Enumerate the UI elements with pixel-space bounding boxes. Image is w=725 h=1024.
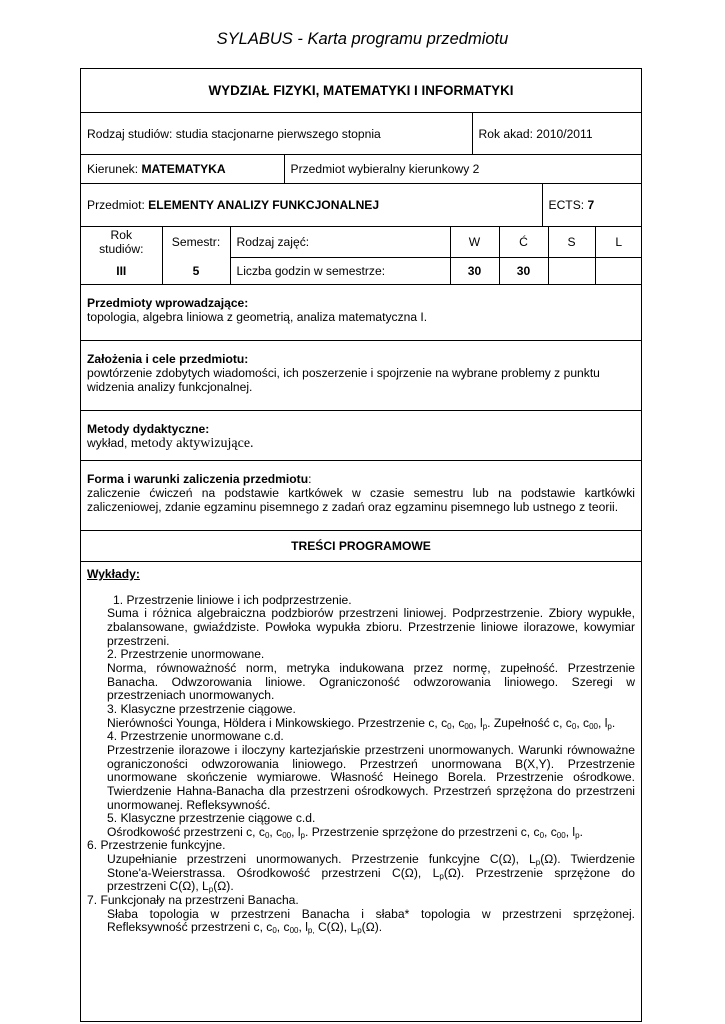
lecture-item-4-title: 4. Przestrzenie unormowane c.d. xyxy=(107,729,284,744)
hours-c: 30 xyxy=(499,257,548,284)
assessment-section xyxy=(81,461,642,531)
field-value: MATEMATYKA xyxy=(141,162,226,176)
col-c: Ć xyxy=(499,227,548,257)
document-title: SYLABUS - Karta programu przedmiotu xyxy=(216,30,509,48)
assessment-colon: : xyxy=(308,472,312,486)
lecture-item-7-title: 7. Funkcjonały na przestrzeni Banacha. xyxy=(87,893,299,908)
methods-section xyxy=(81,411,642,461)
methods-text xyxy=(87,437,635,451)
lecture-item-5-text: Ośrodkowość przestrzeni c, $c_0$, $c_{00}$, $l_p$. Przestrzenie sprzężone do przestrzeni c, $c_0$, $c_{00}$, $l_p$. xyxy=(107,824,583,840)
academic-year: Rok akad: 2010/2011 xyxy=(472,113,642,154)
hours-w: 30 xyxy=(450,257,499,284)
course-value: ELEMENTY ANALIZY FUNKCJONALNEJ xyxy=(148,198,380,212)
assessment-text: zaliczenie ćwiczeń na podstawie kartkówek w czasie semestru lub na podstawie kartkówki zaliczeniowej, zdanie egzaminu pisemnego z zadań oraz egzaminu pisemnego lub ustnego z teorii. xyxy=(87,485,635,514)
lecture-item-6-text: Uzupełnianie przestrzeni unormowanych. Przestrzenie funkcyjne C(Ω), $L_p(\Omega)$. Twierdzenie Stone'a-Weierstrassa. Ośrodkowość przestrzeni C(Ω), $L_p(\Omega)$. Przestrzenie sprzężone do przestrzeni C(Ω), $L_p(\Omega)$. xyxy=(107,852,635,895)
semester-value: 5 xyxy=(162,257,230,284)
goals-title: Założenia i cele przedmiotu: xyxy=(87,352,249,366)
lecture-item-1-title: 1. Przestrzenie liniowe i ich podprzestrzenie. xyxy=(113,592,352,607)
course-name xyxy=(81,184,542,226)
goals-section xyxy=(81,341,642,411)
lecture-item-7-text: Słaba topologia w przestrzeni Banacha i słaba* topologia w przestrzeni sprzężonej. Refleksywność przestrzeni c, $c_0$, $c_{00}$, $l_{p,}$ C(Ω), $L_p(\Omega)$. xyxy=(107,906,635,936)
prerequisites-section xyxy=(81,285,642,341)
lecture-item-2-text: Norma, równoważność norm, metryka indukowana przez normę, zupełność. Przestrzenie Banacha. Odwzorowania liniowe. Ograniczoność odwzorowania liniowego. Szeregi w przestrzeniach unormowanych. xyxy=(107,660,635,703)
semester-label: Semestr: xyxy=(162,227,230,257)
ects xyxy=(542,184,642,226)
class-type-label: Rodzaj zajęć: xyxy=(230,227,450,257)
lecture-item-4-text: Przestrzenie ilorazowe i iloczyny kartezjańskie przestrzeni unormowanych. Warunki równoważne ograniczoności odwzorowania liniowego. Przestrzeń unormowana B(X,Y). Przestrzenie unormowane skończenie wymiarowe. Własność Heinego Borela. Przestrzenie ośrodkowe. Twierdzenie Hahna-Banacha dla przestrzeni ośrodkowych. Przestrzeń sprzężona do przestrzeni unormowanej. Refleksywność. xyxy=(107,742,635,812)
prerequisites-text: topologia, algebra liniowa z geometrią, analiza matematyczna I. xyxy=(87,309,428,324)
assessment-title: Forma i warunki zaliczenia przedmiotu xyxy=(87,472,309,486)
col-s: S xyxy=(548,227,595,257)
lecture-item-3-title: 3. Klasyczne przestrzenie ciągowe. xyxy=(107,701,296,716)
lecture-item-2-title: 2. Przestrzenie unormowane. xyxy=(107,647,265,662)
course-label: Przedmiot: xyxy=(87,198,149,212)
course-type: Przedmiot wybieralny kierunkowy 2 xyxy=(284,155,642,183)
methods-text-1: wykład, xyxy=(87,435,131,450)
hours-s xyxy=(548,257,595,284)
year-label: Rok studiów: xyxy=(99,228,144,256)
studies-type: Rodzaj studiów: studia stacjonarne pierwszego stopnia xyxy=(87,126,381,141)
faculty-name: WYDZIAŁ FIZYKI, MATEMATYKI I INFORMATYKI xyxy=(81,69,642,113)
hours-label: Liczba godzin w semestrze: xyxy=(230,257,450,284)
lecture-item-3-text: Nierówności Younga, Höldera i Minkowskiego. Przestrzenie c, $c_0$, $c_{00}$, $l_p$. Zupełność c, $c_0$, $c_{00}$, $l_p$. xyxy=(107,715,616,731)
year-value: III xyxy=(116,263,127,278)
lecture-item-5-title: 5. Klasyczne przestrzenie ciągowe c.d. xyxy=(107,811,316,826)
lectures-title: Wykłady: xyxy=(87,567,140,581)
ects-value: 7 xyxy=(587,198,595,212)
methods-title: Metody dydaktyczne: xyxy=(87,422,210,436)
ects-label: ECTS: xyxy=(548,198,588,212)
goals-text: powtórzenie zdobytych wiadomości, ich poszerzenie i spojrzenie na wybrane problemy z punktu widzenia analizy funkcjonalnej. xyxy=(87,365,600,394)
hours-l xyxy=(595,257,642,284)
przedmiot-row xyxy=(81,184,642,226)
field-of-study xyxy=(81,155,284,183)
col-w: W xyxy=(450,227,499,257)
kierunek-row xyxy=(81,155,642,183)
syllabus-table xyxy=(80,68,642,1022)
prerequisites-title: Przedmioty wprowadzające: xyxy=(87,296,249,310)
lecture-item-1-text: Suma i różnica algebraiczna podzbiorów przestrzeni liniowej. Podprzestrzenie. Zbiory wypukłe, zbalansowane, gwiaździste. Powłoka wypukła zbioru. Przestrzenie liniowe ilorazowe, kowymiar przestrzeni. xyxy=(107,606,635,648)
lecture-item-6-title: 6. Przestrzenie funkcyjne. xyxy=(87,838,226,853)
hours-grid xyxy=(81,227,642,284)
studies-row xyxy=(81,113,642,154)
program-content-header: TREŚCI PROGRAMOWE xyxy=(81,531,642,562)
field-label: Kierunek: xyxy=(87,162,142,176)
methods-text-2: metody aktywizujące. xyxy=(130,435,254,451)
lectures-section xyxy=(81,562,642,1022)
col-l: L xyxy=(595,227,642,257)
